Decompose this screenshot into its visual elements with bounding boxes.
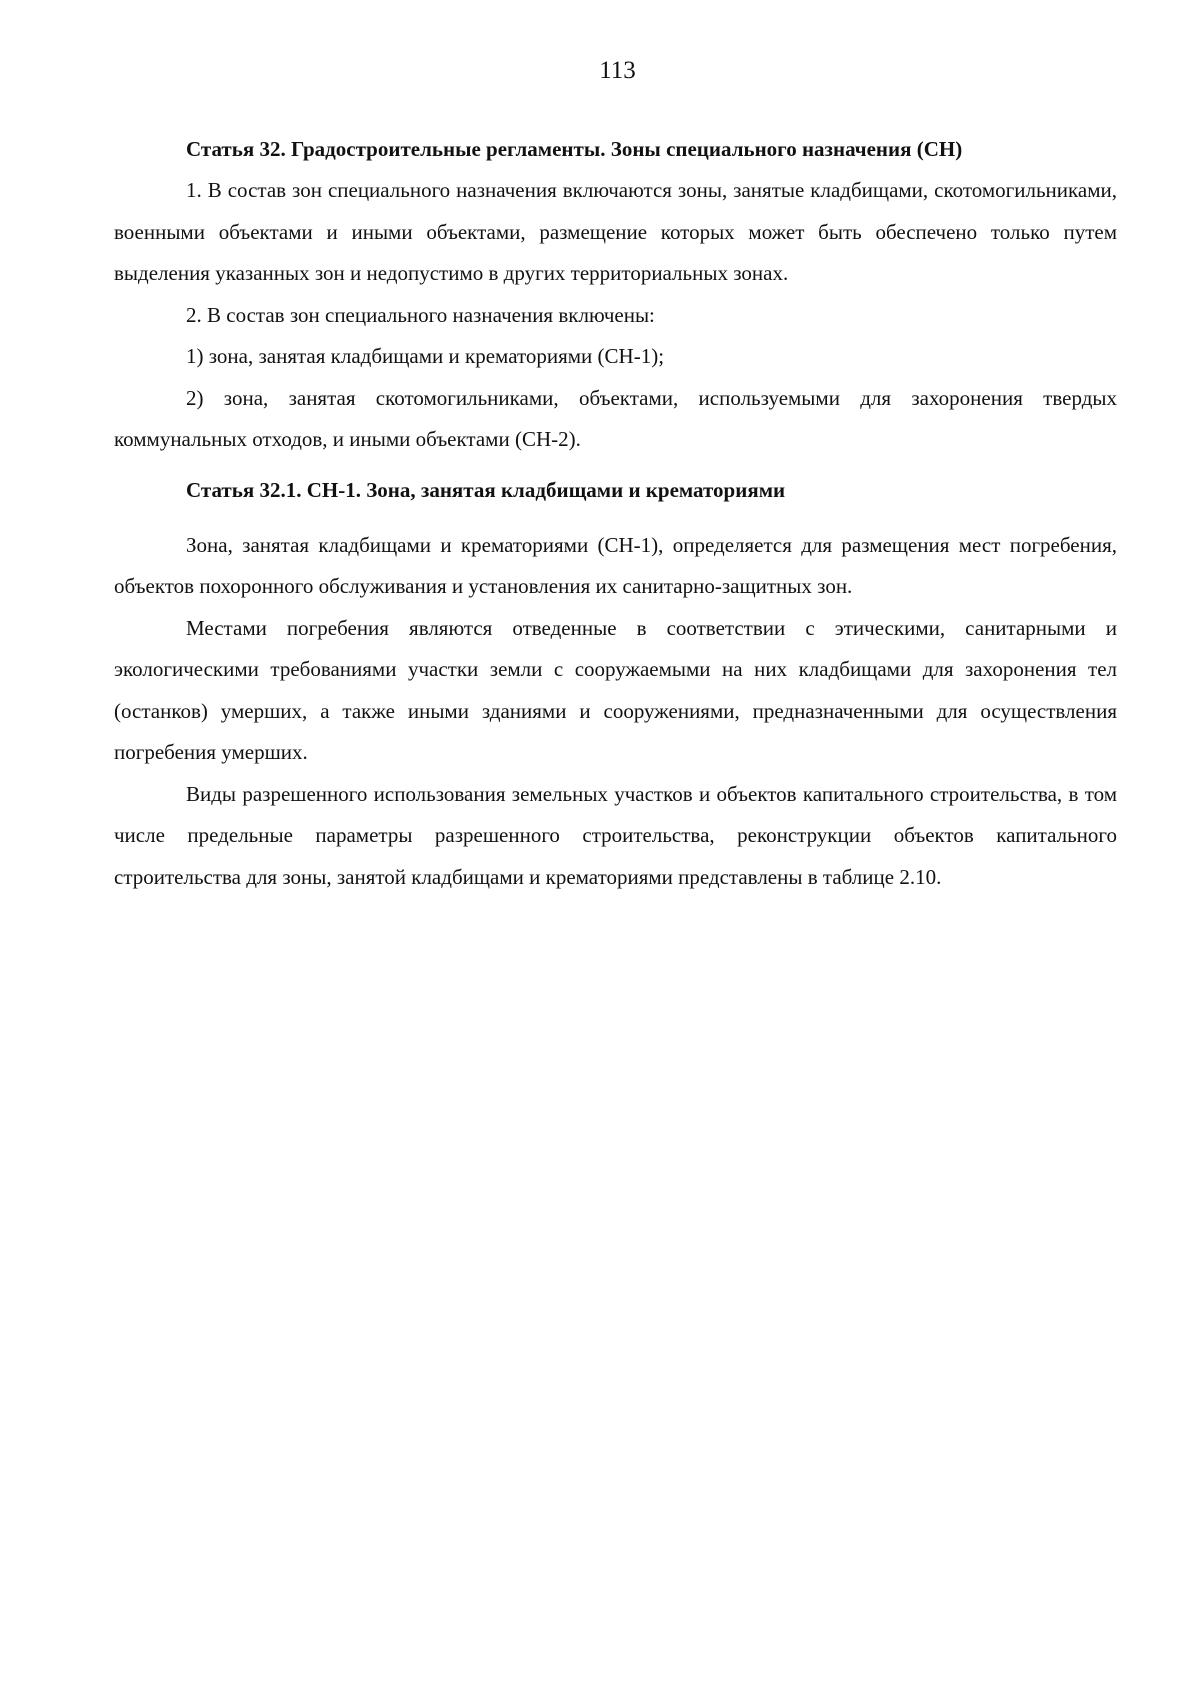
paragraph: Виды разрешенного использования земельных участков и объектов капитального строительства, в том числе предельные параметры разрешенного строительства, реконструкции объектов капитального строительства для зоны, занятой кладбищами и крематориями представлены в таблице 2.10.	[114, 781, 1117, 889]
article-32-heading: Статья 32. Градостроительные регламенты. Зоны специального назначения (СН)	[186, 137, 963, 161]
paragraph: Местами погребения являются отведенные в соответствии с этическими, санитарными и экологическими требованиями участки земли с сооружаемыми на них кладбищами для захоронения тел (останков) умерших, а также иными зданиями и сооружениями, предназначенными для осуществления погребения умерших.	[114, 615, 1117, 764]
article-32-1-heading: Статья 32.1. СН-1. Зона, занятая кладбищами и крематориями	[186, 477, 786, 502]
list-item: 2) зона, занятая скотомогильниками, объектами, используемыми для захоронения твердых коммунальных отходов, и иными объектами (СН-2).	[114, 385, 1117, 451]
paragraph: 1. В состав зон специального назначения включаются зоны, занятые кладбищами, скотомогильниками, военными объектами и иными объектами, размещение которых может быть обеспечено только путем выделения указанных зон и недопустимо в других территориальных зонах.	[114, 178, 1117, 285]
document-body	[114, 128, 1117, 898]
page-number: 113	[599, 57, 636, 84]
paragraph: 2. В состав зон специального назначения включены:	[186, 302, 655, 327]
paragraph: Зона, занятая кладбищами и крематориями (СН-1), определяется для размещения мест погребения, объектов похоронного обслуживания и установления их санитарно-защитных зон.	[114, 532, 1117, 598]
list-item: 1) зона, занятая кладбищами и крематориями (СН-1);	[186, 344, 665, 368]
